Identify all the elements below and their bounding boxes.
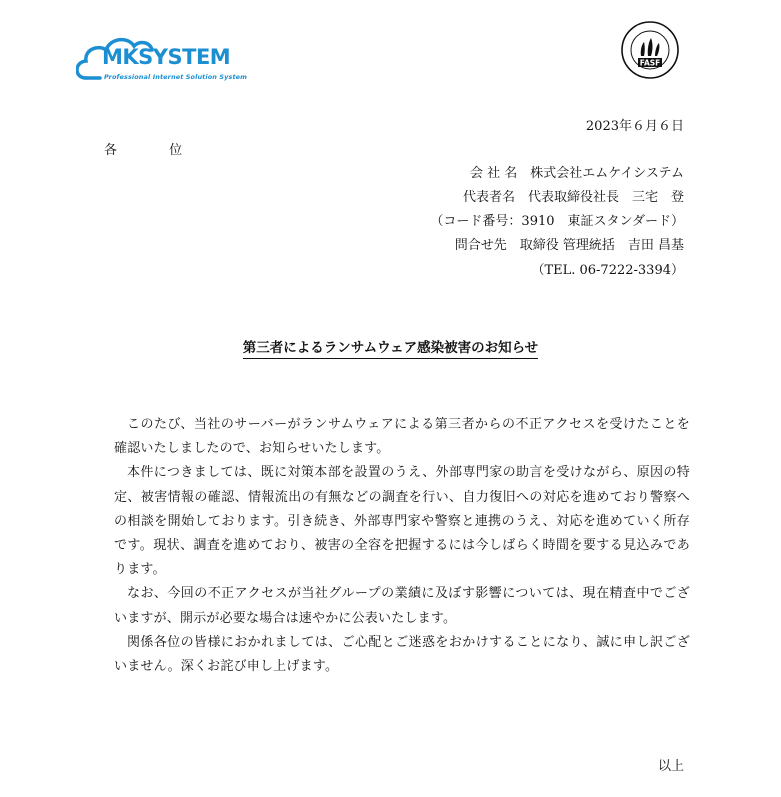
company-logo — [76, 30, 248, 90]
company-name: 会 社 名 株式会社エムケイシステム — [469, 166, 684, 181]
fasf-seal-icon — [620, 20, 680, 80]
issue-date: 2023年６月６日 — [585, 119, 684, 134]
paragraph: 本件につきましては、既に対策本部を設置のうえ、外部専門家の助言を受けながら、原因の特定、被害情報の確認、情報流出の有無などの調査を行い、自力復旧への対応を進めており警察への相談を開始しております。引き続き、外部専門家や警察と連携のうえ、対応を進めていく所存です。現状、調査を進めており、被害の全容を把握するには今しばらく時間を要する見込みであります。 — [114, 465, 690, 578]
stock-code: （コード番号：3910 東証スタンダード） — [430, 214, 684, 229]
paragraph: このたび、当社のサーバーがランサムウェアによる第三者からの不正アクセスを受けたことを確認いたしましたので、お知らせいたします。 — [114, 417, 690, 457]
logo-wordmark: MKSYSTEM — [102, 45, 231, 69]
closing-word: 以上 — [657, 759, 684, 774]
logo-tagline: Professional Internet Solution System — [104, 73, 248, 81]
contact-person: 問合せ先 取締役 管理統括 吉田 昌基 — [454, 238, 684, 253]
fasf-seal — [620, 20, 680, 80]
document-body — [114, 413, 690, 679]
contact-tel: （TEL. 06-7222-3394） — [531, 263, 684, 278]
svg-text:FASF: FASF — [639, 58, 661, 68]
recipient: 各 位 — [104, 143, 207, 158]
representative: 代表者名 代表取締役社長 三宅 登 — [462, 190, 684, 205]
paragraph: 関係各位の皆様におかれましては、ご心配とご迷惑をおかけすることになり、誠に申し訳ございません。深くお詫び申し上げます。 — [114, 634, 690, 675]
paragraph: なお、今回の不正アクセスが当社グループの業績に及ぼす影響については、現在精査中でございますが、開示が必要な場合は速やかに公表いたします。 — [114, 586, 690, 626]
document-title: 第三者によるランサムウェア感染被害のお知らせ — [0, 342, 781, 356]
